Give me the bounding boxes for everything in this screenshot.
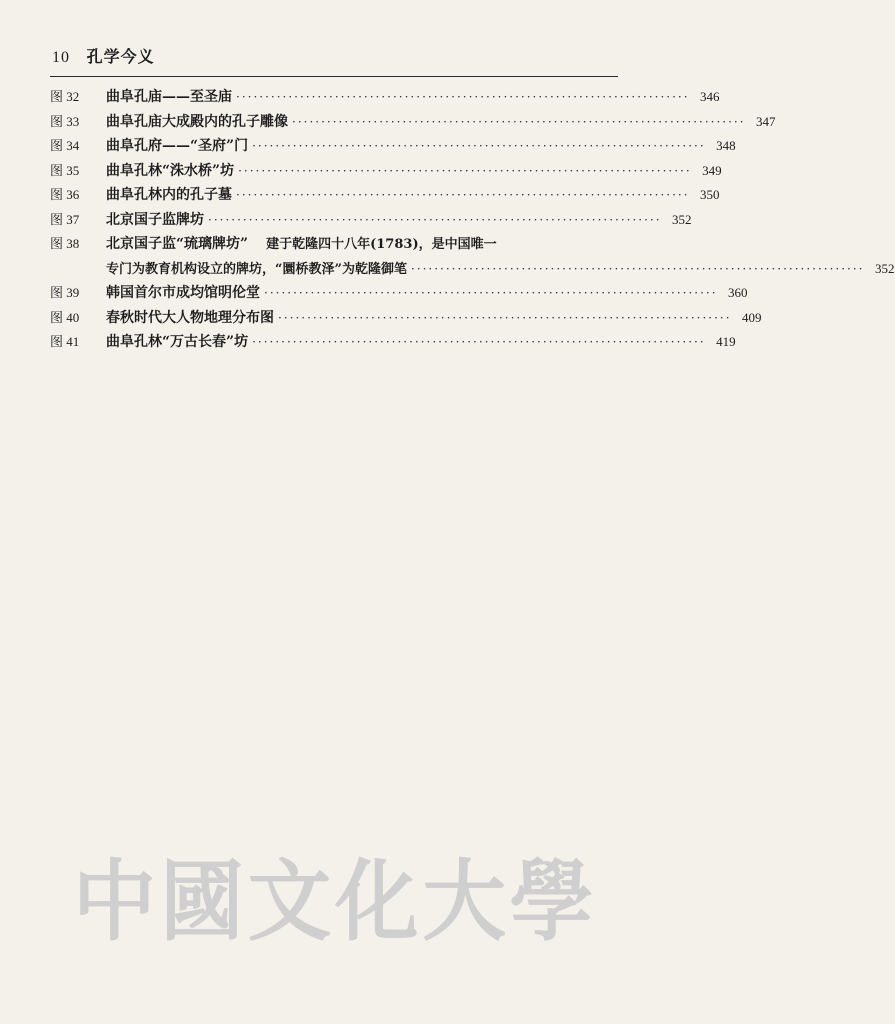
list-item <box>50 184 720 209</box>
figure-title: 北京国子监“琉璃牌坊” <box>106 236 249 252</box>
list-item <box>50 282 748 307</box>
figure-title: 韩国首尔市成均馆明伦堂 <box>106 285 260 301</box>
dot-leader: ·············································································· <box>292 114 746 129</box>
page-ref: 360 <box>728 285 748 300</box>
dot-leader: ·············································································· <box>410 261 865 276</box>
figure-number: 图 35 <box>50 162 80 178</box>
figure-number: 图 37 <box>50 211 80 227</box>
figure-list <box>50 86 895 356</box>
page-ref: 352 <box>672 211 692 227</box>
list-item <box>50 307 762 332</box>
page-number: 10 <box>52 49 70 66</box>
list-item <box>50 86 720 111</box>
list-item <box>50 233 620 258</box>
figure-number: 图 39 <box>50 285 80 300</box>
figure-title: 曲阜孔林内的孔子墓 <box>106 187 232 203</box>
figure-number: 图 32 <box>50 89 80 104</box>
figure-number: 图 36 <box>50 187 80 202</box>
page-ref: 348 <box>716 138 736 153</box>
dot-leader: ·············································································· <box>208 212 662 227</box>
list-item <box>50 209 692 234</box>
figure-number: 图 41 <box>50 334 80 349</box>
page-ref: 347 <box>756 113 776 129</box>
page-ref: 419 <box>716 334 736 349</box>
page-ref: 349 <box>702 162 722 178</box>
list-item <box>50 111 776 136</box>
dot-leader: ·············································································· <box>236 90 690 104</box>
figure-note-continuation: 专门为教育机构设立的牌坊，“圜桥教泽”为乾隆御笔 <box>106 261 407 277</box>
dot-leader: ·············································································· <box>252 139 706 153</box>
book-title: 孔学今义 <box>86 47 155 66</box>
dot-leader: ·············································································· <box>264 286 718 300</box>
dot-leader: ·············································································· <box>236 188 690 202</box>
figure-number: 图 40 <box>50 309 80 325</box>
watermark: 中國文化大學 <box>72 850 598 953</box>
dot-leader: ·············································································· <box>278 310 732 325</box>
running-header <box>52 44 155 67</box>
page-ref: 352 <box>875 260 895 276</box>
figure-number: 图 38 <box>50 236 80 251</box>
list-item <box>50 331 736 356</box>
figure-title: 曲阜孔林“洙水桥”坊 <box>106 162 235 179</box>
figure-title: 春秋时代大人物地理分布图 <box>106 309 274 326</box>
figure-note: 建于乾隆四十八年(1783)，是中国唯一 <box>266 237 497 252</box>
list-item-continuation <box>50 258 895 283</box>
page-ref: 409 <box>742 309 762 325</box>
dot-leader: ·············································································· <box>252 335 706 349</box>
figure-title: 曲阜孔庙大成殿内的孔子雕像 <box>106 113 288 130</box>
list-item <box>50 135 736 160</box>
figure-title: 曲阜孔林“万古长春”坊 <box>106 334 249 350</box>
figure-number: 图 34 <box>50 138 80 153</box>
figure-title: 北京国子监牌坊 <box>106 211 204 228</box>
page-ref: 350 <box>700 187 720 202</box>
figure-title: 曲阜孔庙——至圣庙 <box>106 89 232 105</box>
figure-title: 曲阜孔府——“圣府”门 <box>106 138 249 154</box>
dot-leader: ·············································································· <box>238 163 692 178</box>
page-ref: 346 <box>700 89 720 104</box>
header-rule <box>50 76 618 77</box>
list-item <box>50 160 722 185</box>
figure-number: 图 33 <box>50 113 80 129</box>
